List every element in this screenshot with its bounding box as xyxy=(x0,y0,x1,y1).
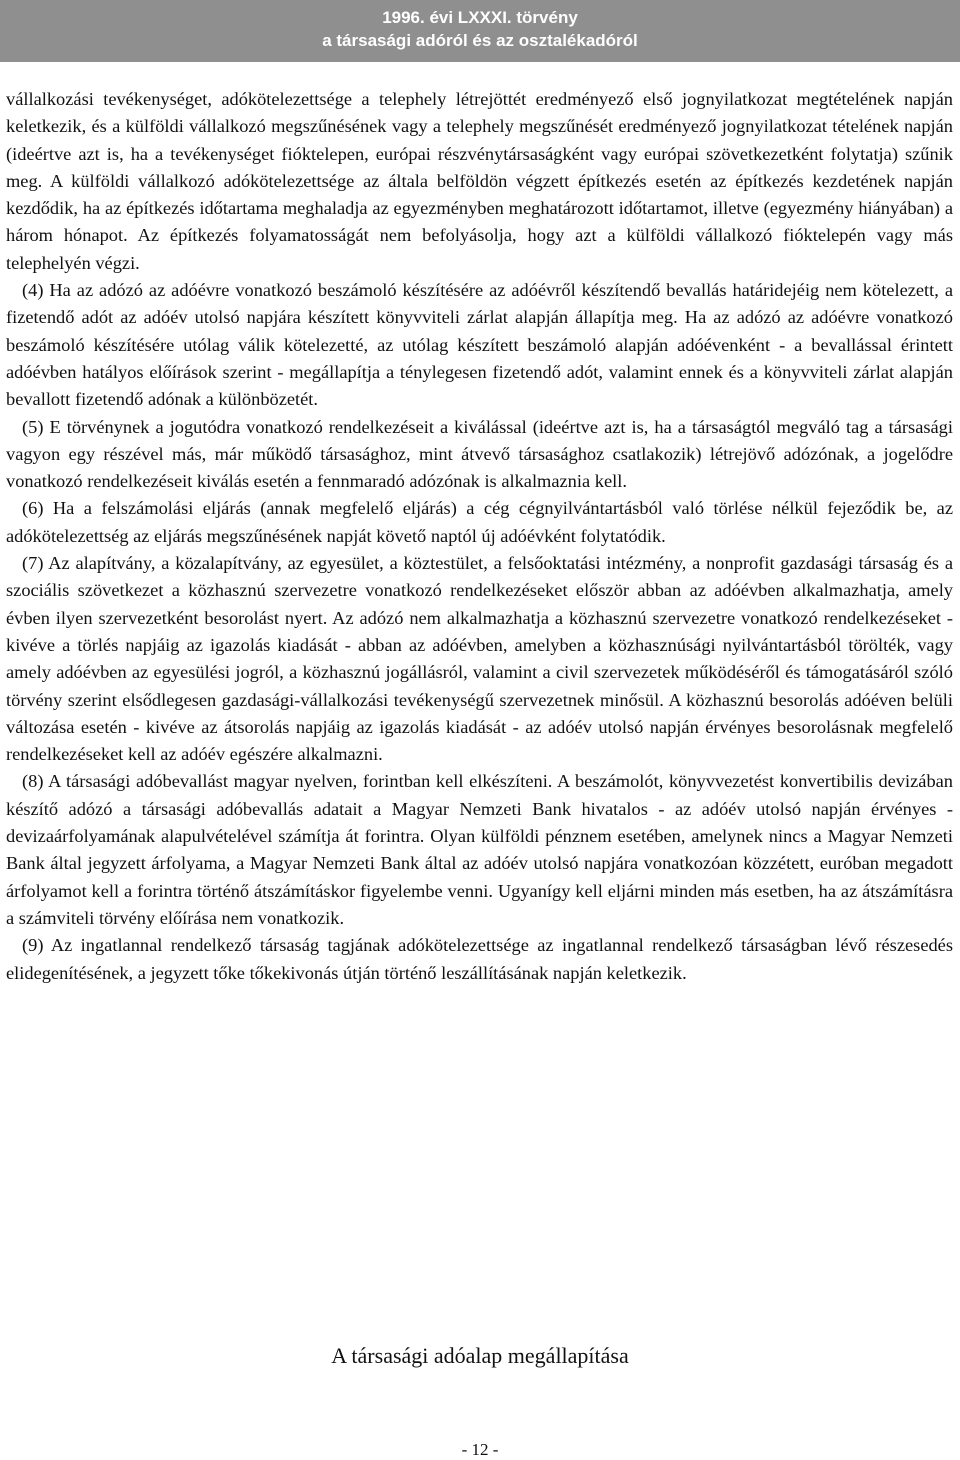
paragraph-4: (4) Ha az adózó az adóévre vonatkozó beszámoló készítésére az adóévről készítendő bevallás határidejéig nem kötelezett, a fizetendő adót az adóév utolsó napjára készített könyvviteli zárlat alapján állapítja meg. Ha az adózó az adóévre vonatkozó beszámoló készítésére utólag válik kötelezetté, az utólag készített beszámoló alapján adóévenként - a bevallással érintett adóévben hatályos előírások szerint - megállapítja a ténylegesen fizetendő adót, valamint ennek és a könyvviteli zárlat alapján bevallott fizetendő adónak a különbözetét. xyxy=(6,280,953,410)
document-header xyxy=(0,0,960,62)
header-law-title: 1996. évi LXXXI. törvény xyxy=(382,8,578,27)
paragraph-9: (9) Az ingatlannal rendelkező társaság tagjának adókötelezettsége az ingatlannal rendelkező társaságban lévő részesedés elidegenítésének, a jegyzett tőke tőkekivonás útján történő leszállításának napján keletkezik. xyxy=(6,935,953,983)
header-law-subtitle: a társasági adóról és az osztalékadóról xyxy=(322,31,638,50)
paragraph-continuation: vállalkozási tevékenységet, adókötelezettsége a telephely létrejöttét eredményező első jognyilatkozat megtételének napján keletkezik, és a külföldi vállalkozó megszűnésének vagy a telephely megszűnését eredményező jognyilatkozat tételének napján (ideértve azt is, ha a tevékenységet fióktelepen, európai részvénytársaságként vagy európai szövetkezetként folytatja) szűnik meg. A külföldi vállalkozó adókötelezettsége az általa belföldön végzett építkezés esetén az építkezés kezdetének napján kezdődik, ha az építkezés időtartama meghaladja az egyezményben meghatározott időtartamot, illetve (egyezmény hiányában) a három hónapot. Az építkezés folyamatosságát nem befolyásolja, hogy azt a külföldi vállalkozó fióktelepén vagy más telephelyén végzi. xyxy=(6,89,953,273)
document-body xyxy=(6,86,953,987)
section-heading: A társasági adóalap megállapítása xyxy=(331,1343,629,1368)
page-number: - 12 - xyxy=(461,1440,499,1459)
paragraph-5: (5) E törvénynek a jogutódra vonatkozó rendelkezéseit a kiválással (ideértve azt is, ha a társaságtól megváló tag a társasági vagyon egy részével más, már működő társasághoz, mint átvevő társasághoz csatlakozik) létrejövő adózónak, a jogelődre vonatkozó rendelkezéseit kiválás esetén a fennmaradó adózónak is alkalmaznia kell. xyxy=(6,416,953,492)
paragraph-8: (8) A társasági adóbevallást magyar nyelven, forintban kell elkészíteni. A beszámolót, könyvvezetést konvertibilis devizában készítő adózó a társasági adóbevallás adatait a Magyar Nemzeti Bank hivatalos - az adóév utolsó napján érvényes - devizaárfolyamának alapulvételével számítja át forintra. Olyan külföldi pénznem esetében, amelynek nincs a Magyar Nemzeti Bank által jegyzett árfolyama, a Magyar Nemzeti Bank által az adóév utolsó napjára vonatkozóan közzétett, euróban megadott árfolyamot kell a forintra történő átszámításkor figyelembe venni. Ugyanígy kell eljárni minden más esetben, ha az átszámításra a számviteli törvény előírása nem vonatkozik. xyxy=(6,771,953,928)
paragraph-6: (6) Ha a felszámolási eljárás (annak megfelelő eljárás) a cég cégnyilvántartásból való törlése nélkül fejeződik be, az adókötelezettség az eljárás megszűnésének napját követő naptól új adóévként folytatódik. xyxy=(6,498,953,546)
paragraph-7: (7) Az alapítvány, a közalapítvány, az egyesület, a köztestület, a felsőoktatási intézmény, a nonprofit gazdasági társaság és a szociális szövetkezet a közhasznú szervezetre vonatkozó rendelkezéseket először abban az adóévben alkalmazhatja, amely évben ilyen szervezetként besorolást nyert. Az adózó nem alkalmazhatja a közhasznú szervezetre vonatkozó rendelkezéseket - kivéve a törlés napjáig az igazolás kiadását - abban az adóévben, amelyben a közhasznúsági nyilvántartásból törölték, vagy amely adóévben az egyesülési jogról, a közhasznú jogállásról, valamint a civil szervezetek működéséről és támogatásáról szóló törvény szerint elsődlegesen gazdasági-vállalkozási tevékenységű szervezetnek minősül. A közhasznú besorolás adóéven belüli változása esetén - kivéve az átsorolás napjáig az igazolás kiadását - az adóév utolsó napján érvényes besorolásnak megfelelő rendelkezéseket kell az adóév egészére alkalmazni. xyxy=(6,553,953,765)
